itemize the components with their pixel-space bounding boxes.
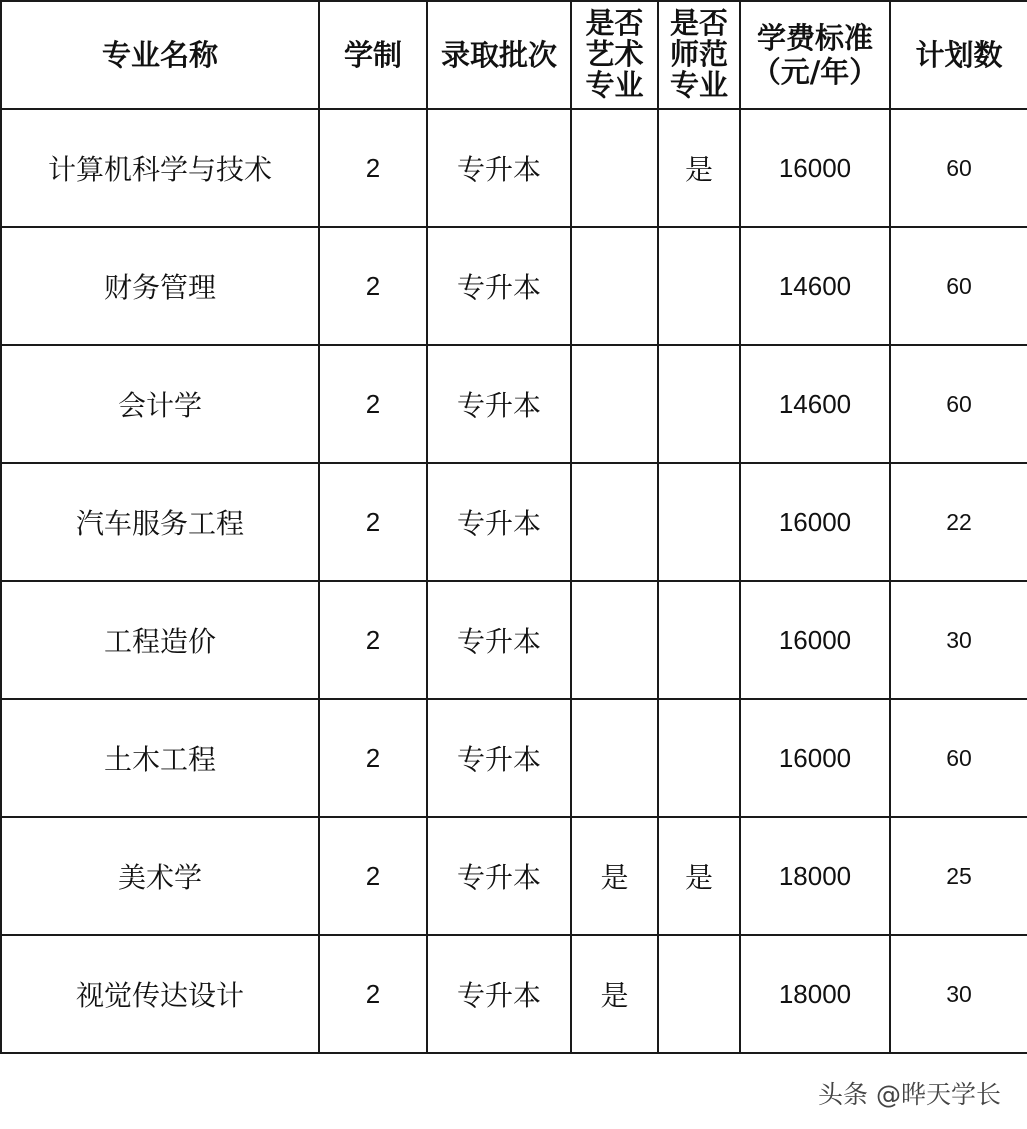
tuition-cell: 14600	[740, 345, 890, 463]
header-plan-count: 计划数	[890, 1, 1027, 109]
table-row	[1, 581, 1027, 699]
tuition-cell: 16000	[740, 699, 890, 817]
tuition-cell: 16000	[740, 109, 890, 227]
normal-major-cell	[658, 463, 740, 581]
normal-major-cell	[658, 581, 740, 699]
art-major-cell	[571, 581, 658, 699]
duration-cell: 2	[319, 935, 427, 1053]
plan-count-cell: 25	[890, 817, 1027, 935]
tuition-cell: 14600	[740, 227, 890, 345]
table-row	[1, 935, 1027, 1053]
batch-cell: 专升本	[427, 345, 571, 463]
duration-cell: 2	[319, 227, 427, 345]
plan-count-cell: 30	[890, 935, 1027, 1053]
header-tuition-label: 学费标准（元/年）	[751, 21, 879, 89]
duration-cell: 2	[319, 817, 427, 935]
table-row	[1, 227, 1027, 345]
header-tuition	[740, 1, 890, 109]
table-row	[1, 109, 1027, 227]
header-is-normal-major	[658, 1, 740, 109]
major-name-cell: 会计学	[1, 345, 319, 463]
watermark: 头条 @晔天学长	[818, 1080, 1001, 1109]
major-name-cell: 土木工程	[1, 699, 319, 817]
table-row	[1, 463, 1027, 581]
art-major-cell	[571, 463, 658, 581]
major-name-cell: 工程造价	[1, 581, 319, 699]
art-major-cell	[571, 699, 658, 817]
batch-cell: 专升本	[427, 581, 571, 699]
batch-cell: 专升本	[427, 817, 571, 935]
major-name-cell: 视觉传达设计	[1, 935, 319, 1053]
header-is-normal-major-label: 是否师范专业	[669, 6, 728, 102]
major-name-cell: 汽车服务工程	[1, 463, 319, 581]
header-duration: 学制	[319, 1, 427, 109]
header-major-name: 专业名称	[1, 1, 319, 109]
plan-count-cell: 22	[890, 463, 1027, 581]
plan-count-cell: 60	[890, 227, 1027, 345]
normal-major-cell	[658, 935, 740, 1053]
art-major-cell: 是	[571, 817, 658, 935]
table-row	[1, 345, 1027, 463]
tuition-cell: 16000	[740, 463, 890, 581]
major-name-cell: 计算机科学与技术	[1, 109, 319, 227]
plan-count-cell: 60	[890, 109, 1027, 227]
normal-major-cell	[658, 345, 740, 463]
tuition-cell: 16000	[740, 581, 890, 699]
header-row	[1, 1, 1027, 109]
major-name-cell: 财务管理	[1, 227, 319, 345]
table-row	[1, 699, 1027, 817]
batch-cell: 专升本	[427, 463, 571, 581]
art-major-cell	[571, 227, 658, 345]
tuition-cell: 18000	[740, 935, 890, 1053]
art-major-cell: 是	[571, 935, 658, 1053]
table-row	[1, 817, 1027, 935]
header-is-art-major	[571, 1, 658, 109]
duration-cell: 2	[319, 345, 427, 463]
header-admission-batch: 录取批次	[427, 1, 571, 109]
batch-cell: 专升本	[427, 227, 571, 345]
batch-cell: 专升本	[427, 935, 571, 1053]
duration-cell: 2	[319, 699, 427, 817]
plan-count-cell: 60	[890, 699, 1027, 817]
batch-cell: 专升本	[427, 699, 571, 817]
art-major-cell	[571, 345, 658, 463]
plan-count-cell: 60	[890, 345, 1027, 463]
duration-cell: 2	[319, 581, 427, 699]
normal-major-cell: 是	[658, 817, 740, 935]
duration-cell: 2	[319, 463, 427, 581]
normal-major-cell	[658, 227, 740, 345]
normal-major-cell	[658, 699, 740, 817]
duration-cell: 2	[319, 109, 427, 227]
plan-count-cell: 30	[890, 581, 1027, 699]
art-major-cell	[571, 109, 658, 227]
batch-cell: 专升本	[427, 109, 571, 227]
header-is-art-major-label: 是否艺术专业	[585, 6, 644, 102]
tuition-cell: 18000	[740, 817, 890, 935]
major-name-cell: 美术学	[1, 817, 319, 935]
normal-major-cell: 是	[658, 109, 740, 227]
